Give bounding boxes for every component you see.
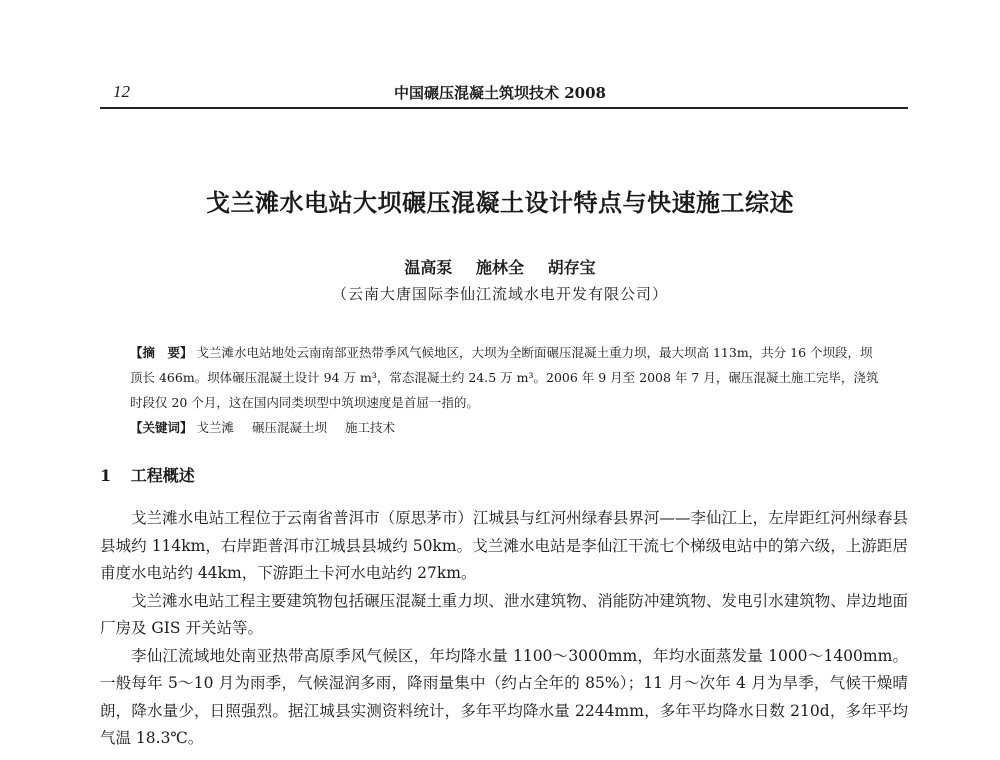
author-list [0, 255, 1000, 278]
section-body [100, 505, 908, 753]
author-name: 温高泵 [404, 258, 453, 277]
author-name: 施林全 [475, 258, 524, 277]
section-title: 工程概述 [130, 466, 195, 485]
abstract [130, 340, 882, 415]
keyword: 施工技术 [345, 420, 396, 435]
paragraph: 李仙江流域地处南亚热带高原季风气候区，年均降水量 1100～3000mm，年均水面蒸发量 1000～1400mm。一般每年 5～10 月为雨季，气候湿润多雨，降雨量集中（约占全年的 85%）；11 月～次年 4 月为旱季，气候干燥晴朗，降水量少，日照强烈。据江城县实测资料统计，多年平均降水量 2244mm，多年平均降水日数 210d，多年平均气温 18.3℃。 [100, 646, 908, 747]
paragraph: 戈兰滩水电站工程主要建筑物包括碾压混凝土重力坝、泄水建筑物、消能防冲建筑物、发电引水建筑物、岸边地面厂房及 GIS 开关站等。 [100, 591, 908, 637]
author-name: 胡存宝 [547, 258, 596, 277]
section-heading [100, 463, 195, 486]
paper-title: 戈兰滩水电站大坝碾压混凝土设计特点与快速施工综述 [206, 188, 794, 217]
abstract-label: 【摘 要】 [130, 345, 193, 360]
paragraph: 戈兰滩水电站工程位于云南省普洱市（原思茅市）江城县与红河州绿春县界河——李仙江上，左岸距红河州绿春县县城约 114km，右岸距普洱市江城县县城约 50km。戈兰滩水电站是李仙江干流七个梯级电站中的第六级，上游距居甫度水电站约 44km，下游距土卡河水电站约 27km。 [100, 509, 908, 582]
header-rule [100, 107, 908, 109]
keywords [130, 415, 882, 440]
section-number: 1 [100, 466, 112, 485]
affiliation: （云南大唐国际李仙江流域水电开发有限公司） [331, 285, 668, 303]
keyword: 碾压混凝土坝 [252, 420, 328, 435]
running-header: 中国碾压混凝土筑坝技术 2008 [394, 84, 606, 102]
abstract-text: 戈兰滩水电站地处云南南部亚热带季风气候地区，大坝为全断面碾压混凝土重力坝，最大坝高 113m，共分 16 个坝段，坝顶长 466m。坝体碾压混凝土设计 94 万 m³，常态混凝土约 24.5 万 m³。2006 年 9 月至 2008 年 7 月，碾压混凝土施工完毕，浇筑时段仅 20 个月，这在国内同类坝型中筑坝速度是首屈一指的。 [130, 345, 879, 410]
keywords-label: 【关键词】 [130, 420, 193, 435]
keyword: 戈兰滩 [196, 420, 235, 435]
page-number: 12 [113, 82, 130, 101]
